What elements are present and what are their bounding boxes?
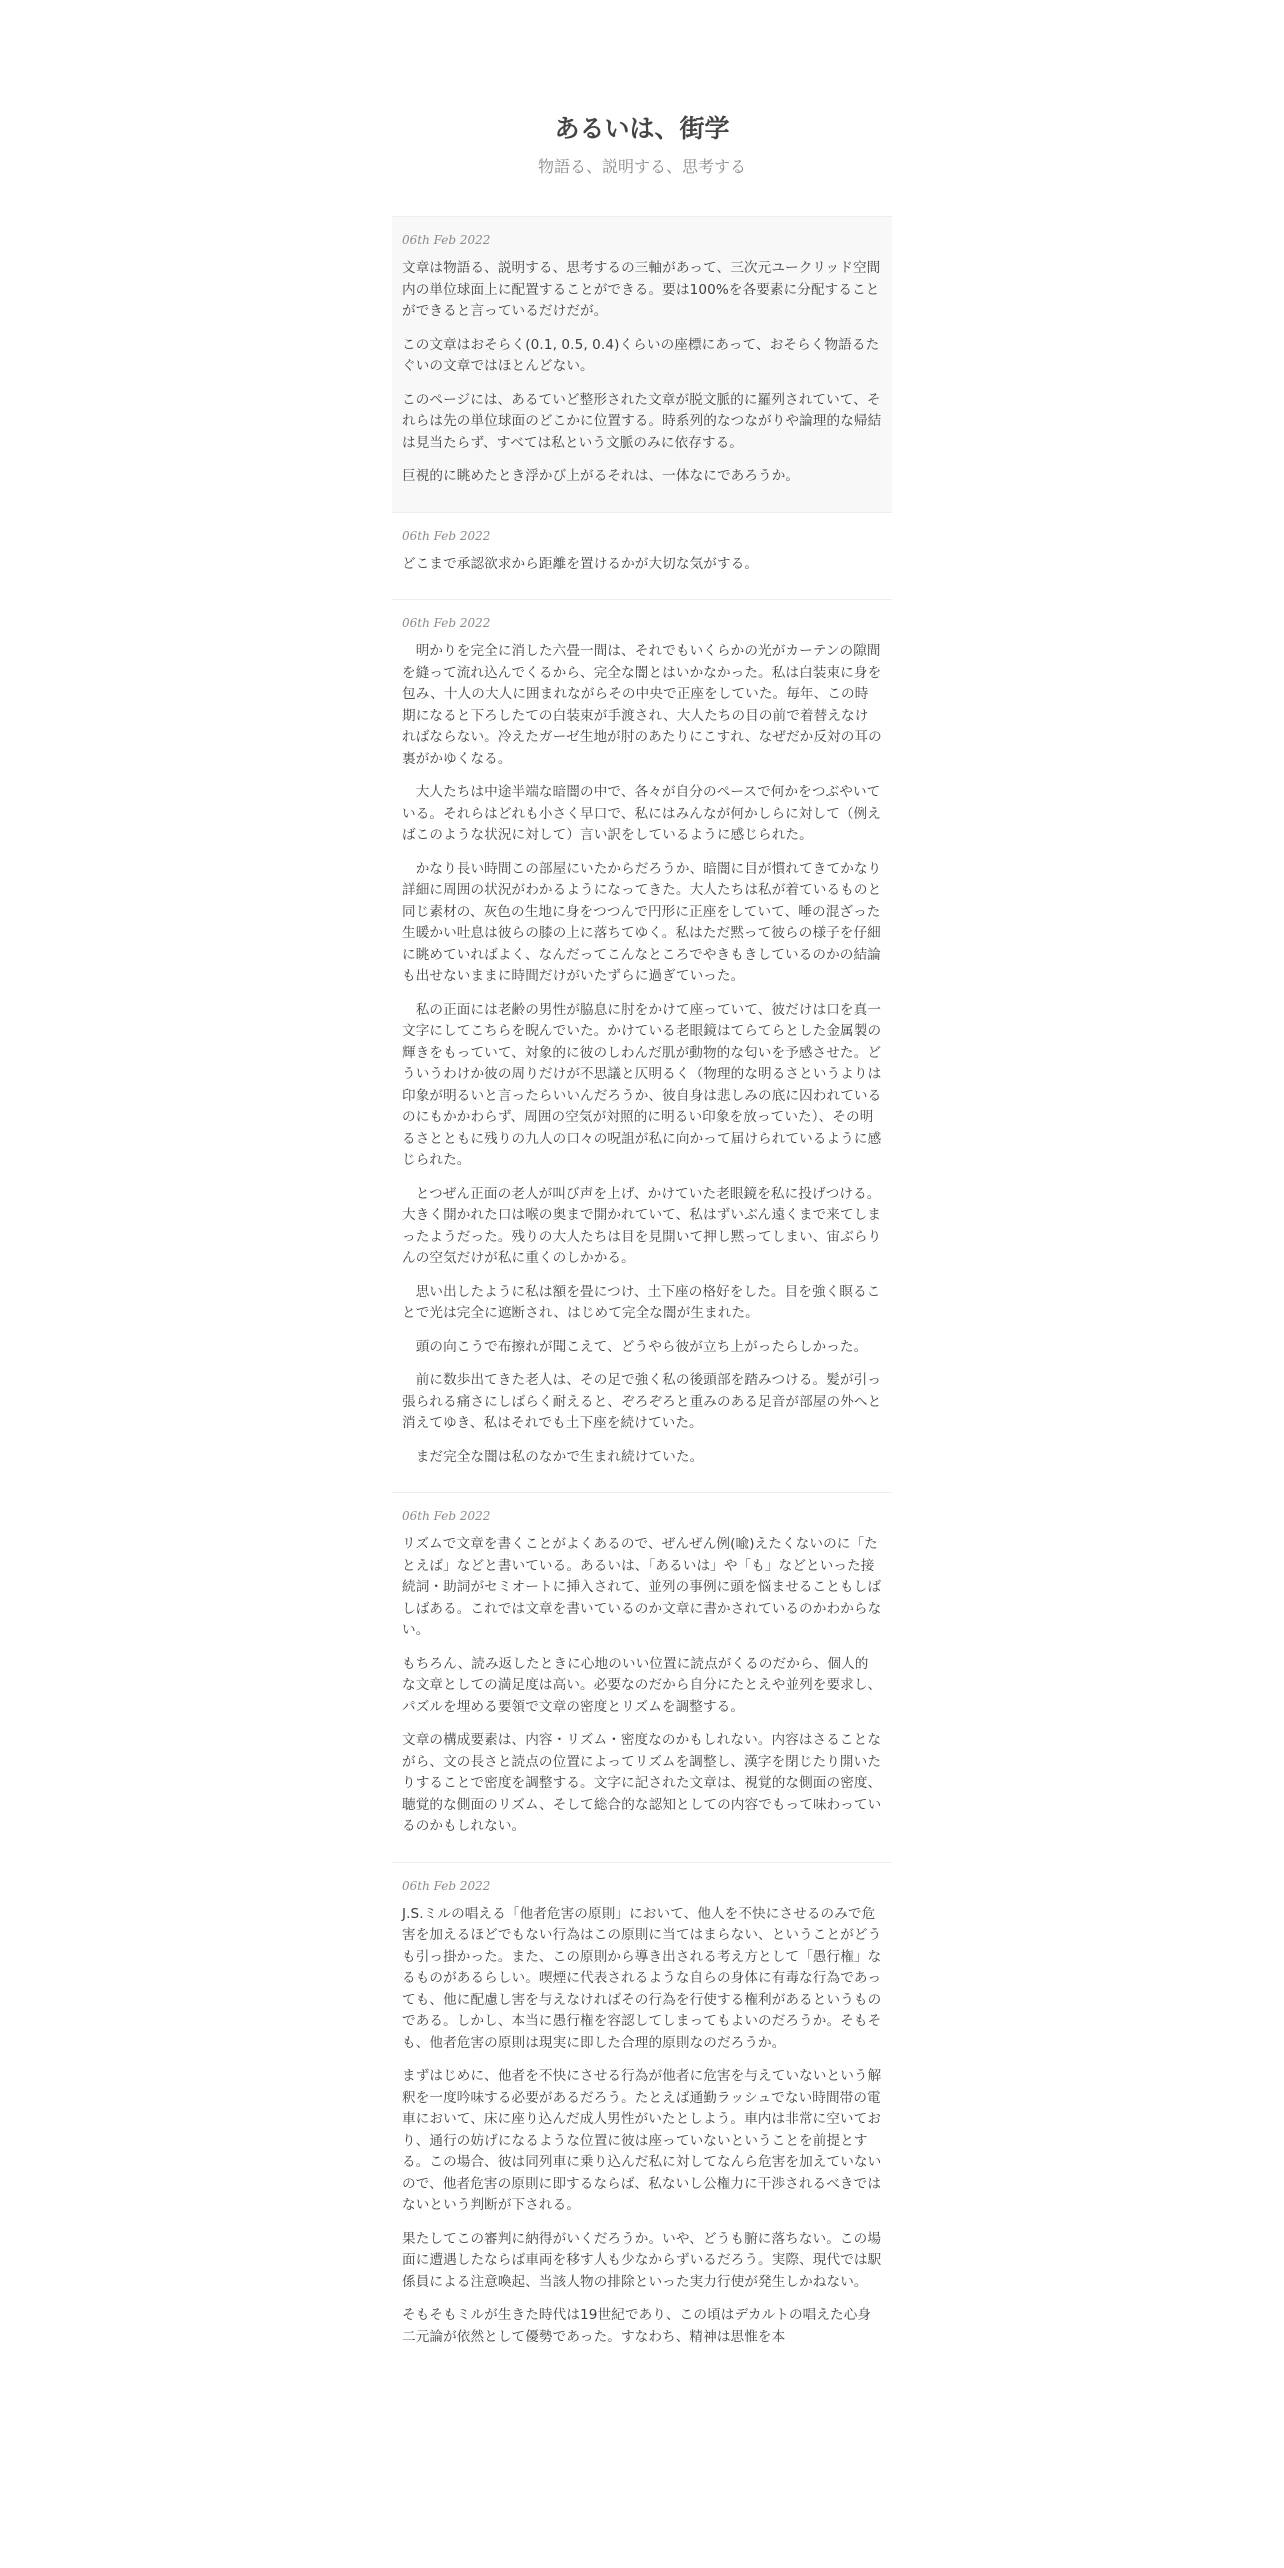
post-entry — [392, 216, 892, 512]
post-paragraph: まだ完全な闇は私のなかで生まれ続けていた。 — [402, 1448, 704, 1465]
post-paragraph: かなり長い時間この部屋にいたからだろうか、暗闇に目が慣れてきてかなり詳細に周囲の状況がわかるようになってきた。大人たちは私が着ているものと同じ素材の、灰色の生地に身をつつんで円形に正座をしていて、唾の混ざった生暖かい吐息は彼らの膝の上に落ちてゆく。私はただ黙って彼らの様子を仔細に眺めていればよく、なんだってこんなところでやきもきしているのかの結論も出せないままに時間だけがいたずらに過ぎていった。 — [402, 860, 882, 984]
post-paragraph: まずはじめに、他者を不快にさせる行為が他者に危害を与えていないという解釈を一度吟味する必要があるだろう。たとえば通勤ラッシュでない時間帯の電車において、床に座り込んだ成人男性がいたとしよう。車内は非常に空いており、通行の妨げになるような位置に彼は座っていないということを前提とする。この場合、彼は同列車に乗り込んだ私に対してなんら危害を加えていないので、他者危害の原則に即するならば、私ないし公権力に干渉されるべきではないという判断が下される。 — [402, 2068, 882, 2213]
site-header — [0, 0, 1284, 178]
post-date[interactable]: 06th Feb 2022 — [402, 1878, 491, 1893]
post-paragraph: この文章はおそらく(0.1, 0.5, 0.4)くらいの座標にあって、おそらく物語るたぐいの文章ではほとんどない。 — [402, 336, 880, 374]
post-paragraph: このページには、あるていど整形された文章が脱文脈的に羅列されていて、それらは先の単位球面のどこかに位置する。時系列的なつながりや論理的な帰結は見当たらず、すべては私という文脈のみに依存する。 — [402, 391, 882, 451]
post-paragraph: 文章は物語る、説明する、思考するの三軸があって、三次元ユークリッド空間内の単位球面上に配置することができる。要は100%を各要素に分配することができると言っているだけだが。 — [402, 260, 881, 319]
post-paragraph: とつぜん正面の老人が叫び声を上げ、かけていた老眼鏡を私に投げつける。大きく開かれた口は喉の奥まで開かれていて、私はずいぶん遠くまで来てしまったようだった。残りの大人たちは目を見開いて押し黙ってしまい、宙ぶらりんの空気だけが私に重くのしかかる。 — [402, 1185, 882, 1266]
post-paragraph: 大人たちは中途半端な暗闇の中で、各々が自分のペースで何かをつぶやいている。それらはどれも小さく早口で、私にはみんなが何かしらに対して（例えばこのような状況に対して）言い訳をしているように感じられた。 — [402, 784, 882, 843]
site-title[interactable]: あるいは、街学 — [554, 114, 730, 143]
post-paragraph: 果たしてこの審判に納得がいくだろうか。いや、どうも腑に落ちない。この場面に遭遇したならば車両を移す人も少なからずいるだろう。実際、現代では駅係員による注意喚起、当該人物の排除といった実力行使が発生しかねない。 — [402, 2230, 882, 2290]
post-entry — [392, 1492, 892, 1862]
post-date[interactable]: 06th Feb 2022 — [402, 233, 491, 247]
post-paragraph: もちろん、読み返したときに心地のいい位置に読点がくるのだから、個人的な文章としての満足度は高い。必要なのだから自分にたとえや並列を要求し、パズルを埋める要領で文章の密度とリズムを調整する。 — [402, 1655, 882, 1715]
post-paragraph: 巨視的に眺めたとき浮かび上がるそれは、一体なにであろうか。 — [402, 468, 800, 484]
post-entry — [392, 599, 892, 1492]
post-paragraph: そもそもミルが生きた時代は19世紀であり、この頃はデカルトの唱えた心身二元論が依然として優勢であった。すなわち、精神は思惟を本 — [402, 2307, 872, 2345]
post-list — [392, 216, 892, 2372]
site-subtitle: 物語る、説明する、思考する — [537, 157, 746, 176]
post-paragraph: 前に数歩出てきた老人は、その足で強く私の後頭部を踏みつける。髪が引っ張られる痛さにしばらく耐えると、ぞろぞろと重みのある足音が部屋の外へと消えてゆき、私はそれでも土下座を続けていた。 — [402, 1372, 882, 1431]
post-date[interactable]: 06th Feb 2022 — [402, 528, 491, 543]
post-entry — [392, 512, 892, 600]
post-date[interactable]: 06th Feb 2022 — [402, 1509, 491, 1523]
post-paragraph: 頭の向こうで布擦れが聞こえて、どうやら彼が立ち上がったらしかった。 — [402, 1338, 868, 1355]
post-paragraph: 文章の構成要素は、内容・リズム・密度なのかもしれない。内容はさることながら、文の長さと読点の位置によってリズムを調整し、漢字を閉じたり開いたりすることで密度を調整する。文字に記された文章は、視覚的な側面の密度、聴覚的な側面のリズム、そして総合的な認知としての内容でもって味わっているのかもしれない。 — [402, 1732, 882, 1834]
post-paragraph: 思い出したように私は額を畳につけ、土下座の格好をした。目を強く瞑ることで光は完全に遮断され、はじめて完全な闇が生まれた。 — [402, 1283, 881, 1321]
post-date[interactable]: 06th Feb 2022 — [402, 616, 491, 630]
post-paragraph: リズムで文章を書くことがよくあるので、ぜんぜん例(喩)えたくないのに「たとえば」などと書いている。あるいは、「あるいは」や「も」などといった接続詞・助詞がセミオートに挿入されて、並列の事例に頭を悩ませることもしばしばある。これでは文章を書いているのか文章に書かされているのかわからない。 — [402, 1536, 882, 1638]
post-paragraph: 私の正面には老齢の男性が脇息に肘をかけて座っていて、彼だけは口を真一文字にしてこちらを睨んでいた。かけている老眼鏡はてらてらとした金属製の輝きをもっていて、対象的に彼のしわんだ肌が動物的な匂いを予感させた。どういうわけか彼の周りだけが不思議と仄明るく（物理的な明るさというよりは印象が明るいと言ったらいいんだろうか、彼自身は悲しみの底に囚われているのにもかかわらず、周囲の空気が対照的に明るい印象を放っていた）、その明るさとともに残りの九人の口々の呪詛が私に向かって届けられているように感じられた。 — [402, 1001, 882, 1168]
post-paragraph: どこまで承認欲求から距離を置けるかが大切な気がする。 — [402, 555, 759, 572]
post-entry — [392, 1862, 892, 2373]
post-paragraph: J.S.ミルの唱える「他者危害の原則」において、他人を不快にさせるのみで危害を加えるほどでもない行為はこの原則に当てはまらない、ということがどうも引っ掛かった。また、この原則から導き出される考え方として「愚行権」なるものがあるらしい。喫煙に代表されるような自らの身体に有毒な行為であっても、他に配慮し害を与えなければその行為を行使する権利があるというものである。しかし、本当に愚行権を容認してしまってもよいのだろうか。そもそも、他者危害の原則は現実に即した合理的原則なのだろうか。 — [402, 1905, 882, 2051]
post-paragraph: 明かりを完全に消した六畳一間は、それでもいくらかの光がカーテンの隙間を縫って流れ込んでくるから、完全な闇とはいかなかった。私は白装束に身を包み、十人の大人に囲まれながらその中央で正座をしていた。毎年、この時期になると下ろしたての白装束が手渡され、大人たちの目の前で着替えなければならない。冷えたガーゼ生地が肘のあたりにこすれ、なぜだか反対の耳の裏がかゆくなる。 — [402, 643, 882, 767]
